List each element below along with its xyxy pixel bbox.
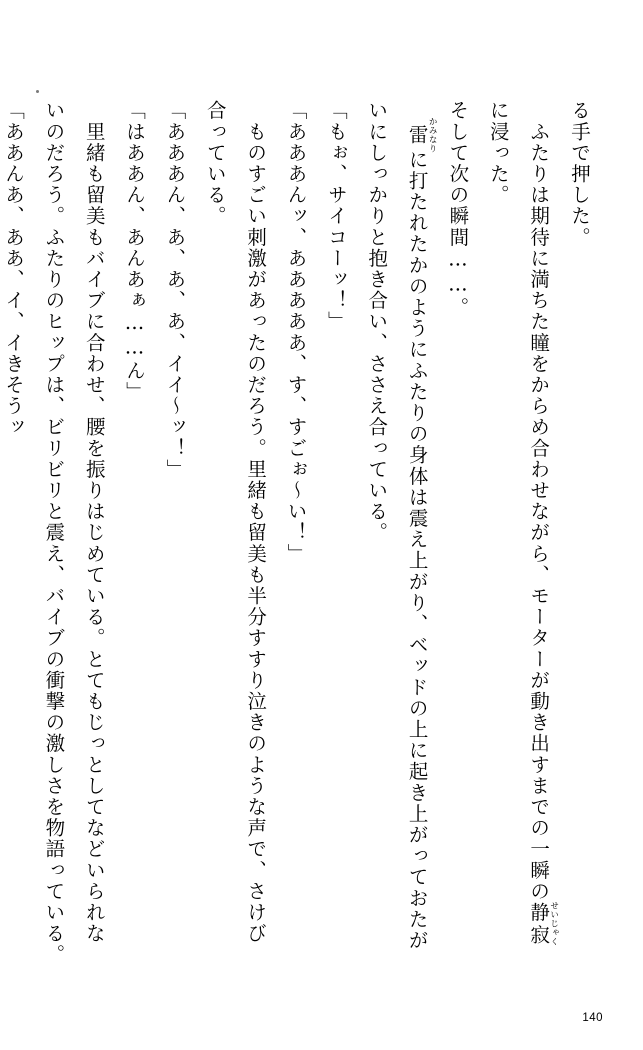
text-line: [477, 100, 517, 980]
text-line: [33, 100, 73, 980]
line-text: に浸った。: [486, 100, 510, 206]
text-line: [559, 100, 599, 980]
ruby-seijaku: 静寂せいじゃく: [527, 901, 559, 947]
text-line: [315, 100, 355, 980]
text-line: [154, 100, 194, 980]
line-text: いにしっかりと抱き合い、ささえ合っている。: [365, 100, 389, 544]
text-line: [0, 100, 33, 980]
text-line: ふたりは期待に満ちた瞳をからめ合わせながら、モーターが動き出すまでの一瞬の静寂せいじゃく: [527, 100, 559, 947]
line-text: 「あああん、あ、あ、あ、イイ～ッ！」: [163, 100, 187, 480]
text-line: [194, 100, 234, 980]
line-text: そして次の瞬間……。: [446, 100, 470, 318]
line-text: 「はああん、あんあぁ……ん」: [123, 100, 147, 403]
vertical-text-body: [0, 100, 599, 980]
line-text: る手で押した。: [568, 100, 591, 248]
text-line: [235, 100, 275, 980]
page-speck: [36, 90, 39, 93]
text-line: [73, 100, 113, 980]
ruby-reading: かみなり: [427, 117, 438, 154]
text-line: [437, 100, 477, 980]
line-text: ものすごい刺激があったのだろう。里緒も留美も半分すすり泣きのような声で、さけび: [244, 100, 268, 944]
text-line: [114, 100, 154, 980]
line-text: 「あああんッ、あああああ、す、すごぉ～い！」: [284, 100, 308, 565]
text-line: [356, 100, 396, 980]
line-text: 里緒も留美もバイブに合わせ、腰を振りはじめている。とてもじっとしてなどいられな: [82, 100, 106, 944]
line-text: 合っている。: [203, 100, 227, 227]
line-text: いのだろう。ふたりのヒップは、ビリビリと震え、バイブの衝撃の激しさを物語っている。: [42, 100, 66, 966]
line-text: 「ああんあ、ああ、イ、イきそうッ: [1, 100, 25, 438]
line-text: 「もぉ、サイコーッ！」: [324, 100, 348, 333]
ruby-reading: せいじゃく: [548, 901, 559, 947]
ruby-kaminari: 雷かみなり: [405, 117, 438, 154]
text-line: [275, 100, 315, 980]
text-line: 雷かみなりに打たれたかのようにふたりの身体は震え上がり、ベッドの上に起き上がっておたが: [405, 117, 438, 951]
page-number: 140: [582, 1012, 603, 1024]
